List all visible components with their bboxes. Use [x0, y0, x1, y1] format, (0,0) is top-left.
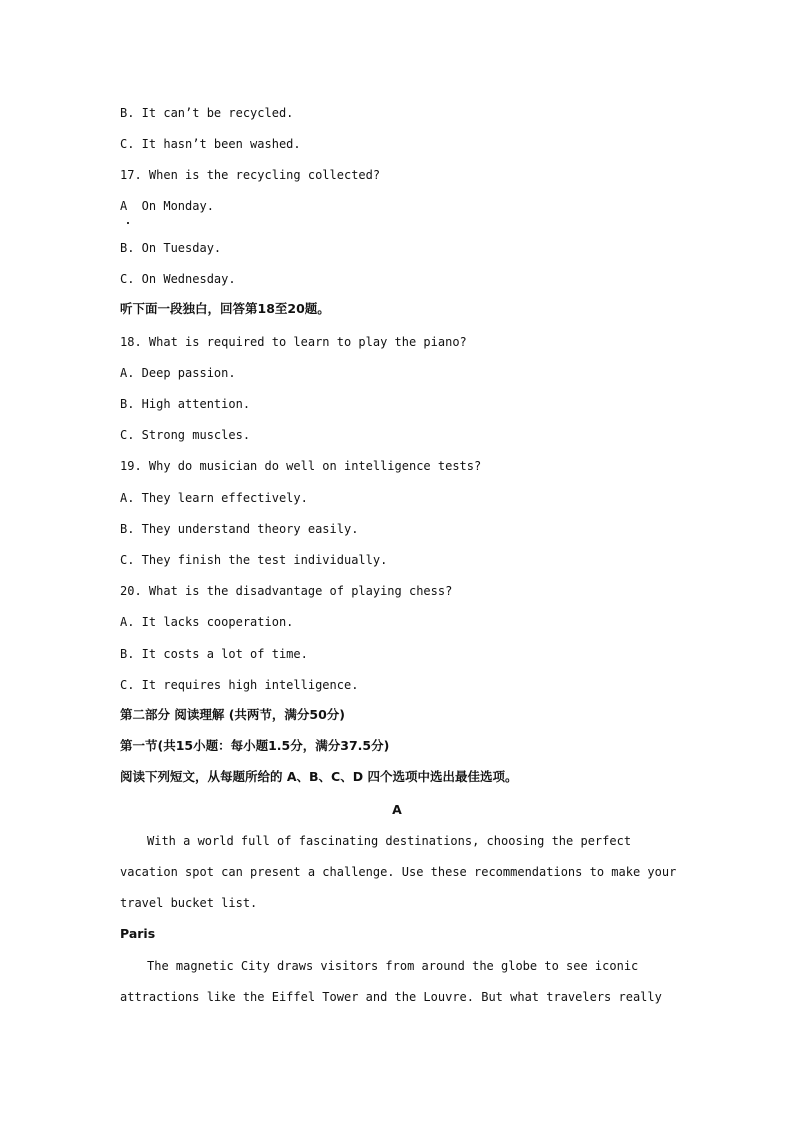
- question-20: 20. What is the disadvantage of playing chess?: [120, 584, 453, 598]
- question-17: 17. When is the recycling collected?: [120, 168, 381, 182]
- option-18a: A. Deep passion.: [120, 366, 236, 380]
- question-18: 18. What is required to learn to play the piano?: [120, 335, 467, 349]
- option-20c: C. It requires high intelligence.: [120, 678, 359, 692]
- instruction-18-20: 听下面一段独白，回答第18至20题。: [120, 301, 330, 316]
- option-16b: B. It can’t be recycled.: [120, 106, 294, 120]
- question-19: 19. Why do musician do well on intelligence tests?: [120, 459, 482, 473]
- paris-heading: Paris: [120, 926, 156, 941]
- part-2-heading: 第二部分 阅读理解 (共两节，满分50分): [120, 707, 346, 722]
- option-19c: C. They finish the test individually.: [120, 553, 388, 567]
- option-19a: A. They learn effectively.: [120, 491, 308, 505]
- paragraph-1-line-3: travel bucket list.: [120, 896, 258, 910]
- paragraph-1-line-1: With a world full of fascinating destinations, choosing the perfect: [147, 834, 632, 848]
- paragraph-1-line-2: vacation spot can present a challenge. Use these recommendations to make your: [120, 865, 677, 879]
- option-20b: B. It costs a lot of time.: [120, 647, 308, 661]
- option-16c: C. It hasn’t been washed.: [120, 137, 301, 151]
- option-18c: C. Strong muscles.: [120, 428, 251, 442]
- option-20a: A. It lacks cooperation.: [120, 615, 294, 629]
- paragraph-2-line-2: attractions like the Eiffel Tower and the Louvre. But what travelers really: [120, 990, 662, 1004]
- option-17b: B. On Tuesday.: [120, 241, 222, 255]
- reading-instruction: 阅读下列短文，从每题所给的 A、B、C、D 四个选项中选出最佳选项。: [120, 769, 518, 784]
- option-17a: A On Monday.: [120, 199, 214, 213]
- section-1-heading: 第一节(共15小题：每小题1.5分，满分37.5分): [120, 738, 390, 753]
- option-17c: C. On Wednesday.: [120, 272, 236, 286]
- stray-mark: [127, 222, 129, 224]
- passage-label: A: [392, 802, 402, 817]
- paragraph-2-line-1: The magnetic City draws visitors from around the globe to see iconic: [147, 959, 639, 973]
- option-18b: B. High attention.: [120, 397, 251, 411]
- option-19b: B. They understand theory easily.: [120, 522, 359, 536]
